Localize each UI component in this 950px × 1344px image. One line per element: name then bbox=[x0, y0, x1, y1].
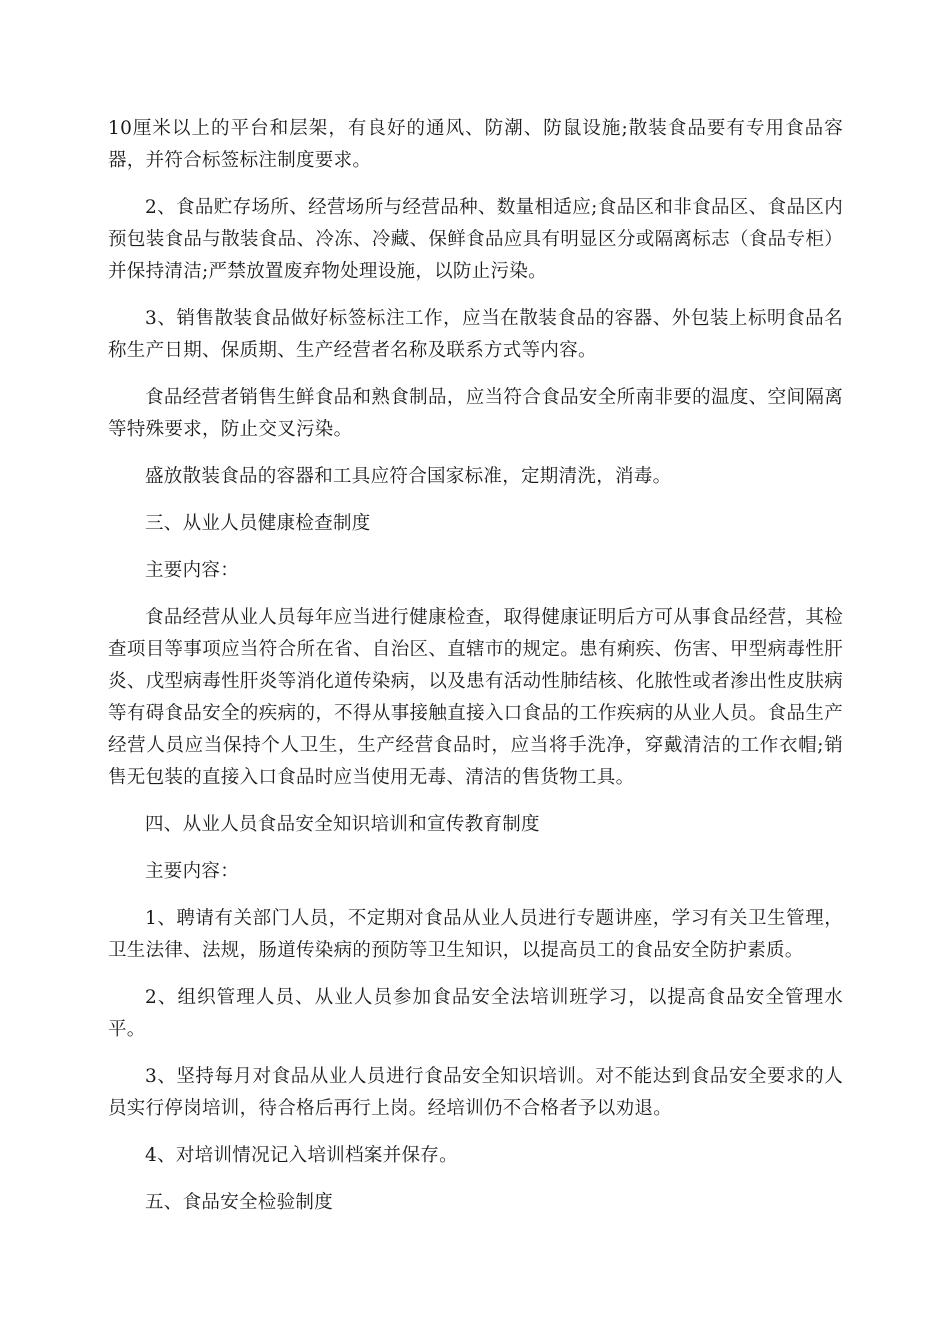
main-content-label: 主要内容： bbox=[145, 861, 240, 882]
paragraph-item-3-labeling: 3、销售散装食品做好标签标注工作，应当在散装食品的容器、外包装上标明食品名称生产日期、保质期、生产经营者名称及联系方式等内容。 bbox=[108, 308, 843, 361]
section-heading-4: 四、从业人员食品安全知识培训和宣传教育制度 bbox=[145, 814, 540, 835]
paragraph-continuation: 10厘米以上的平台和层架，有良好的通风、防潮、防鼠设施;散装食品要有专用食品容器，并符合标签标注制度要求。 bbox=[108, 118, 843, 171]
paragraph-item-2-storage: 2、食品贮存场所、经营场所与经营品种、数量相适应;食品区和非食品区、食品区内预包装食品与散装食品、冷冻、冷藏、保鲜食品应具有明显区分或隔离标志（食品专柜）并保持清洁;严禁放置废弃物处理设施，以防止污染。 bbox=[108, 197, 843, 282]
paragraph-training-4: 4、对培训情况记入培训档案并保存。 bbox=[145, 1145, 458, 1166]
main-content-label: 主要内容： bbox=[145, 560, 240, 581]
paragraph-training-2: 2、组织管理人员、从业人员参加食品安全法培训班学习，以提高食品安全管理水平。 bbox=[108, 987, 843, 1040]
paragraph-health-check: 食品经营从业人员每年应当进行健康检查，取得健康证明后方可从事食品经营，其检查项目等事项应当符合所在省、自治区、直辖市的规定。患有痢疾、伤害、甲型病毒性肝炎、戊型病毒性肝炎等消化道传染病，以及患有活动性肺结核、化脓性或者渗出性皮肤病等有碍食品安全的疾病的，不得从事接触直接入口食品的工作疾病的从业人员。食品生产经营人员应当保持个人卫生，生产经营食品时，应当将手洗净，穿戴清洁的工作衣帽;销售无包装的直接入口食品时应当使用无毒、清洁的售货物工具。 bbox=[108, 607, 843, 788]
section-heading-5: 五、食品安全检验制度 bbox=[145, 1192, 334, 1213]
paragraph-training-3: 3、坚持每月对食品从业人员进行食品安全知识培训。对不能达到食品安全要求的人员实行停岗培训，待合格后再行上岗。经培训仍不合格者予以劝退。 bbox=[108, 1066, 843, 1119]
document-body bbox=[108, 113, 843, 1234]
paragraph-fresh-food: 食品经营者销售生鲜食品和熟食制品，应当符合食品安全所南非要的温度、空间隔离等特殊要求，防止交叉污染。 bbox=[108, 387, 843, 440]
paragraph-training-1: 1、聘请有关部门人员，不定期对食品从业人员进行专题讲座，学习有关卫生管理，卫生法律、法规，肠道传染病的预防等卫生知识，以提高员工的食品安全防护素质。 bbox=[108, 908, 843, 961]
paragraph-containers: 盛放散装食品的容器和工具应符合国家标准，定期清洗，消毒。 bbox=[145, 466, 672, 487]
section-heading-3: 三、从业人员健康检查制度 bbox=[145, 513, 371, 534]
